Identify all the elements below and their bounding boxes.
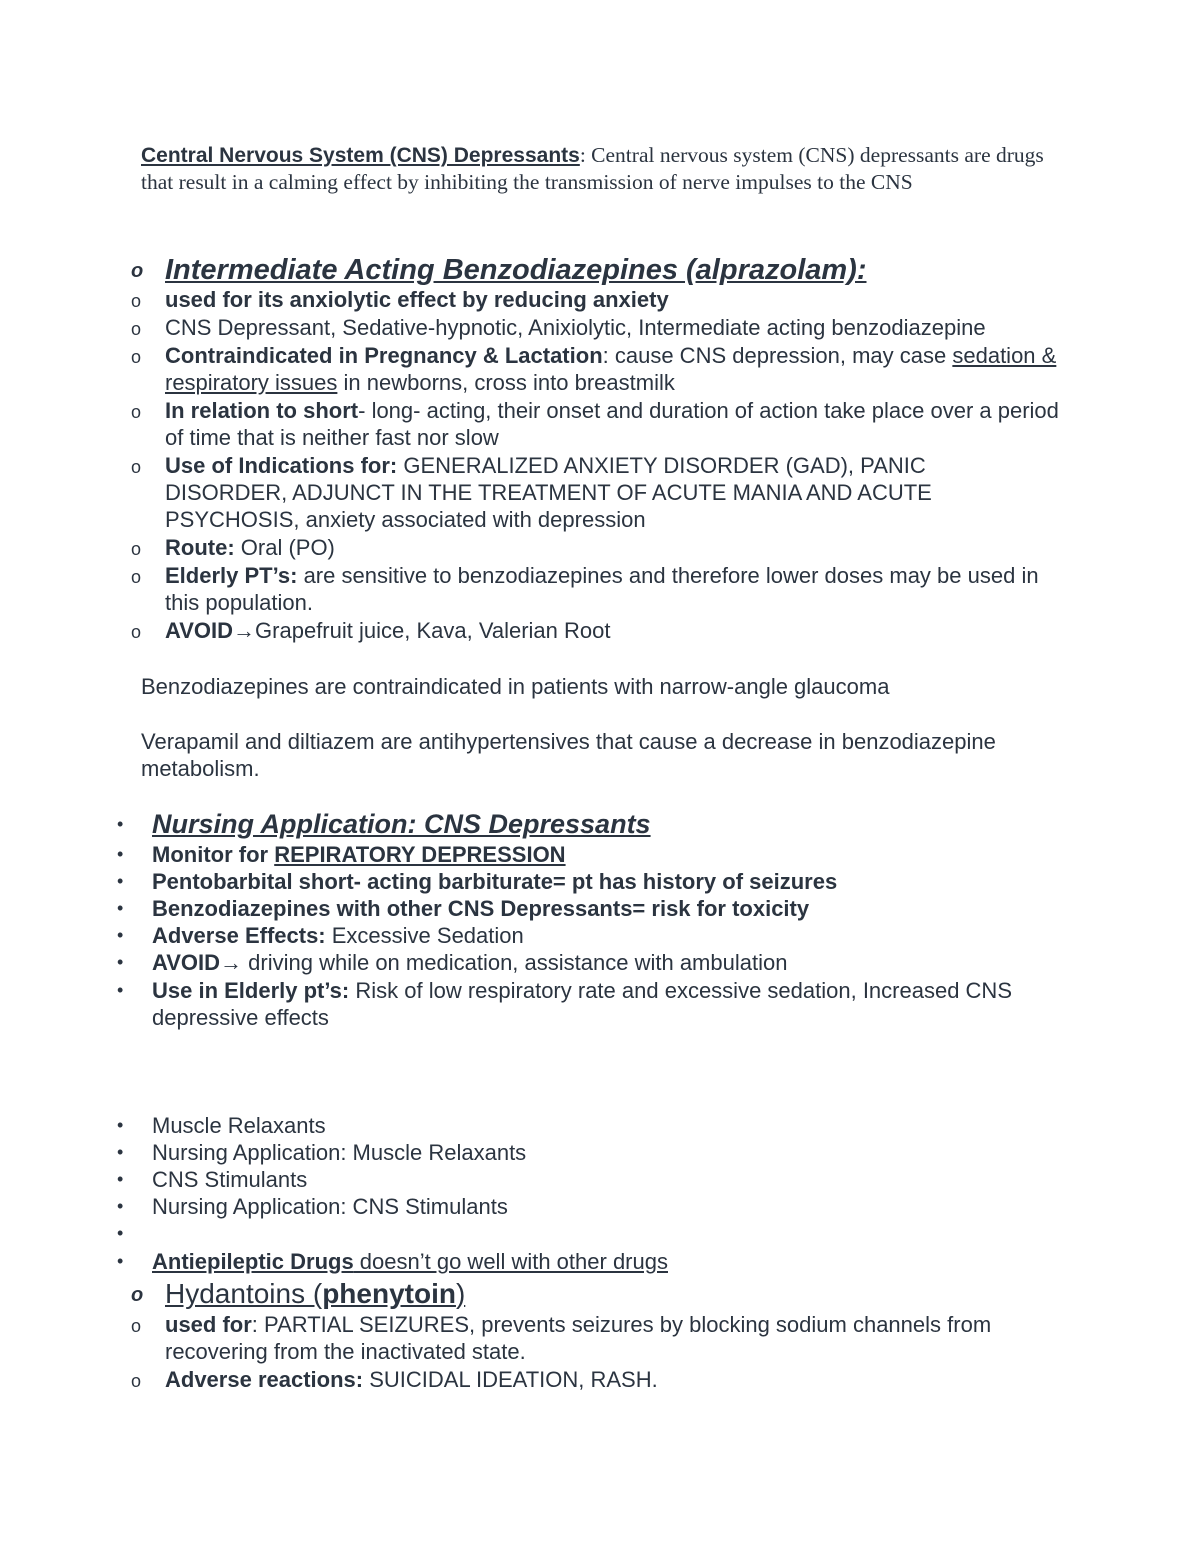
bullet-marker: • xyxy=(117,898,124,918)
bullet-marker: • xyxy=(117,1196,124,1216)
list-marker: o xyxy=(131,347,142,367)
topic-item: CNS Stimulants xyxy=(152,1167,308,1192)
nursing-heading: Nursing Application: CNS Depressants xyxy=(152,809,651,839)
list-marker: o xyxy=(131,622,142,642)
bullet-marker: • xyxy=(117,925,124,945)
list-marker: o xyxy=(131,457,142,477)
topic-item: Muscle Relaxants xyxy=(152,1113,326,1138)
list-item: Pentobarbital short- acting barbiturate= pt has history of seizures xyxy=(152,869,838,894)
arrow-icon: → xyxy=(233,618,256,643)
bullet-marker: • xyxy=(117,1115,124,1135)
intro-paragraph xyxy=(141,142,1071,196)
list-item: AVOID→Grapefruit juice, Kava, Valerian Root xyxy=(165,618,611,643)
list-marker: o xyxy=(131,260,144,282)
bullet-marker: • xyxy=(117,1142,124,1162)
list-marker: o xyxy=(131,1316,142,1336)
bullet-marker: • xyxy=(117,1251,124,1271)
bullet-marker: • xyxy=(117,871,124,891)
topic-item: Nursing Application: CNS Stimulants xyxy=(152,1194,508,1219)
intro-term: Central Nervous System (CNS) Depressants xyxy=(141,144,580,167)
list-marker: o xyxy=(131,539,142,559)
list-item: used for: PARTIAL SEIZURES, prevents seizures by blocking sodium channels from recovering from the inactivated state. xyxy=(165,1312,992,1364)
list-item: Elderly PT’s: are sensitive to benzodiazepines and therefore lower doses may be used in this population. xyxy=(165,563,1039,615)
list-item: AVOID→ driving while on medication, assistance with ambulation xyxy=(152,950,788,975)
list-marker: o xyxy=(131,567,142,587)
list-marker: o xyxy=(131,402,142,422)
list-item: In relation to short- long- acting, their onset and duration of action take place over a period of time that is neither fast nor slow xyxy=(165,398,1059,450)
arrow-icon: → xyxy=(220,950,243,975)
list-marker: o xyxy=(131,1371,142,1391)
list-marker: o xyxy=(131,291,142,311)
hydantoins-heading: Hydantoins (phenytoin) xyxy=(165,1278,466,1309)
bullet-marker: • xyxy=(117,1223,124,1243)
list-item: Use of Indications for: GENERALIZED ANXIETY DISORDER (GAD), PANIC DISORDER, ADJUNCT IN THE TREATMENT OF ACUTE MANIA AND ACUTE PSYCHOSIS, anxiety associated with depression xyxy=(165,453,932,532)
bullet-marker: • xyxy=(117,980,124,1000)
list-item: Route: Oral (PO) xyxy=(165,535,335,560)
benzo-heading: Intermediate Acting Benzodiazepines (alprazolam): xyxy=(165,254,867,286)
note-paragraph: Benzodiazepines are contraindicated in patients with narrow-angle glaucoma xyxy=(141,674,890,699)
list-item: Benzodiazepines with other CNS Depressants= risk for toxicity xyxy=(152,896,810,921)
list-marker: o xyxy=(131,319,142,339)
bullet-marker: • xyxy=(117,844,124,864)
aed-heading: Antiepileptic Drugs doesn’t go well with other drugs xyxy=(152,1249,668,1274)
bullet-marker: • xyxy=(117,814,124,834)
bullet-marker: • xyxy=(117,1169,124,1189)
list-item: Contraindicated in Pregnancy & Lactation: cause CNS depression, may case sedation & respiratory issues in newborns, cross into breastmilk xyxy=(165,343,1057,395)
list-item: CNS Depressant, Sedative-hypnotic, Anixiolytic, Intermediate acting benzodiazepine xyxy=(165,315,986,340)
list-marker: o xyxy=(131,1284,144,1306)
list-item: Monitor for REPIRATORY DEPRESSION xyxy=(152,842,566,867)
intro-definition: : Central nervous system (CNS) depressants are drugs that result in a calming effect by inhibiting the transmission of nerve impulses to the CNS xyxy=(141,143,1044,194)
bullet-marker: • xyxy=(117,952,124,972)
list-item: Use in Elderly pt’s: Risk of low respiratory rate and excessive sedation, Increased CNS depressive effects xyxy=(152,978,1012,1030)
list-item: Adverse Effects: Excessive Sedation xyxy=(152,923,524,948)
topic-item: Nursing Application: Muscle Relaxants xyxy=(152,1140,527,1165)
list-item: Adverse reactions: SUICIDAL IDEATION, RASH. xyxy=(165,1367,658,1392)
note-paragraph: Verapamil and diltiazem are antihypertensives that cause a decrease in benzodiazepine metabolism. xyxy=(141,729,996,781)
list-item: used for its anxiolytic effect by reducing anxiety xyxy=(165,287,669,312)
